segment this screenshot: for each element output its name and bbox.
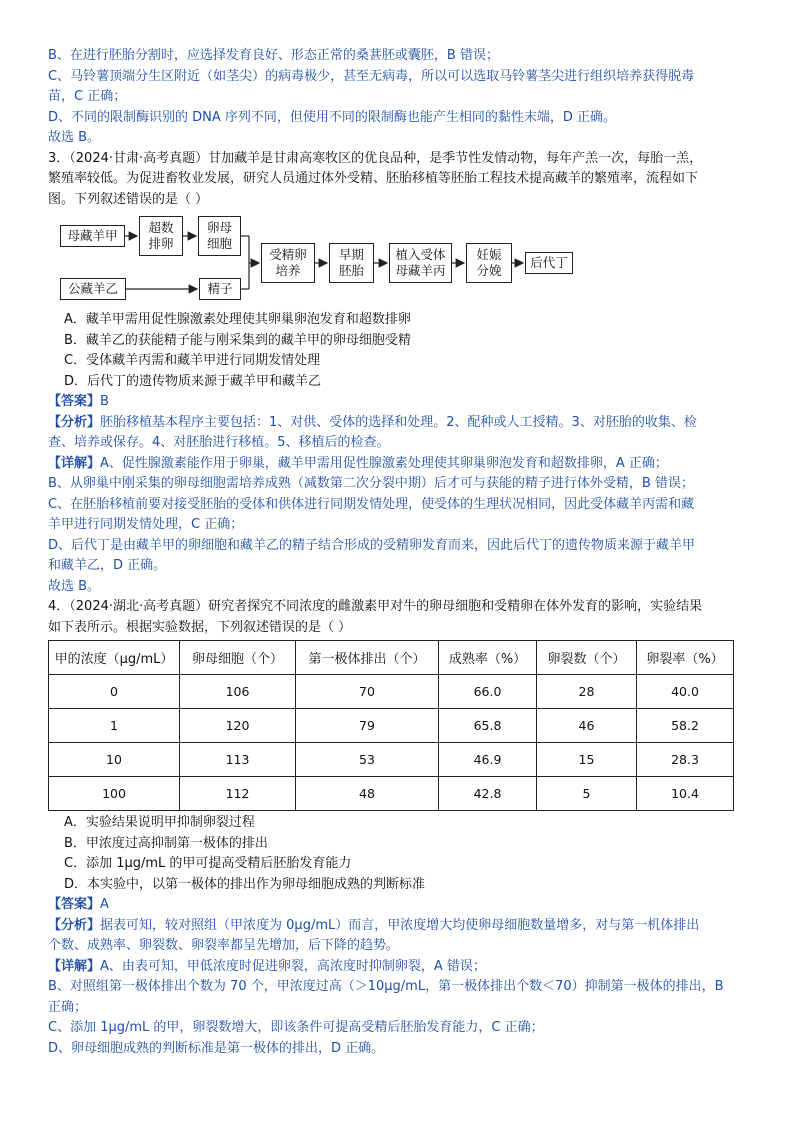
q4-detail-tag: 【详解】 [48, 958, 101, 974]
flow-node-male: 公藏羊乙 [60, 278, 126, 300]
prev-option-b-explain: B、在进行胚胎分割时，应选择发育良好、形态正常的桑葚胚或囊胚，B 错误； [48, 48, 499, 63]
q4-analysis [48, 916, 748, 937]
table-header-cell: 第一极体排出（个） [296, 641, 439, 675]
q3-answer-tag: 【答案】 [48, 394, 101, 409]
q4-detail-a [48, 957, 748, 978]
flow-node-early-embryo [329, 243, 374, 283]
prev-option-c-explain: C、马铃薯顶端分生区附近（如茎尖）的病毒极少，甚至无病毒，所以可以选取马铃薯茎尖进行组织培养获得脱毒 [48, 68, 695, 84]
flow-node-sperm: 精子 [199, 278, 241, 300]
table-row [49, 675, 734, 709]
table-cell: 58.2 [637, 709, 734, 743]
table-cell: 10 [49, 743, 180, 777]
prev-choose: 故选 B。 [48, 130, 101, 145]
table-cell: 65.8 [439, 709, 537, 743]
table-cell: 15 [537, 743, 637, 777]
q4-analysis-tag: 【分析】 [48, 917, 101, 933]
q4-analysis-text: 据表可知，较对照组（甲浓度为 0μg/mL）而言，甲浓度增大均使卵母细胞数量增多，对与第一机体排出 [100, 917, 700, 933]
prev-option-d-explain: D、不同的限制酶识别的 DNA 序列不同，但使用不同的限制酶也能产生相同的黏性末端，D 正确。 [48, 109, 617, 125]
q3-stem: 3．（2024·甘肃·高考真题）甘加藏羊是甘肃高寒牧区的优良品种，是季节性发情动物，每年产羔一次，每胎一羔， [48, 150, 703, 166]
table-cell: 10.4 [637, 777, 734, 811]
flow-node-pregnancy-l2: 分娩 [476, 263, 502, 278]
table-row [49, 709, 734, 743]
table-cell: 46.9 [439, 743, 537, 777]
q4-option-b: B．甲浓度过高抑制第一极体的排出 [64, 835, 268, 851]
flow-node-oocyte-l1: 卵母 [206, 220, 232, 235]
q3-stem-line2: 繁殖率较低。为促进畜牧业发展，研究人员通过体外受精、胚胎移植等胚胎工程技术提高藏羊的繁殖率，流程如下 [48, 171, 699, 186]
q4-detail-c: C、添加 1μg/mL 的甲，卵裂数增大，即该条件可提高受精后胚胎发育能力，C 正确； [48, 1020, 544, 1035]
flow-node-pregnancy [466, 243, 512, 283]
q4-detail-b-cont: 正确； [48, 999, 88, 1015]
q4-data-table [48, 640, 734, 811]
table-header-cell: 甲的浓度（μg/mL） [49, 641, 180, 675]
flow-node-early-embryo-l1: 早期 [338, 247, 364, 262]
table-cell: 106 [180, 675, 296, 709]
q3-detail-d: D、后代丁是由藏羊甲的卵细胞和藏羊乙的精子结合形成的受精卵发育而来，因此后代丁的遗传物质来源于藏羊甲 [48, 537, 696, 553]
flow-node-superovulation [139, 216, 183, 256]
flow-node-mother: 母藏羊甲 [60, 225, 125, 247]
q4-answer [48, 895, 748, 916]
flow-node-zygote-culture [261, 243, 315, 283]
q3-option-a: A．藏羊甲需用促性腺激素处理使其卵巢卵泡发育和超数排卵 [64, 312, 411, 327]
flow-node-transfer [389, 243, 452, 283]
flow-node-superovulation-l1: 超数 [148, 220, 174, 235]
flow-node-oocyte [198, 216, 241, 256]
table-cell: 120 [180, 709, 296, 743]
prev-option-c-explain-cont: 苗，C 正确； [48, 89, 127, 104]
table-cell: 66.0 [439, 675, 537, 709]
flow-node-zygote-culture-l2: 培养 [275, 263, 301, 278]
table-cell: 79 [296, 709, 439, 743]
q4-option-d: D．本实验中，以第一极体的排出作为卵母细胞成熟的判断标准 [64, 876, 426, 892]
table-cell: 48 [296, 777, 439, 811]
q4-detail-d: D、卵母细胞成熟的判断标准是第一极体的排出，D 正确。 [48, 1040, 385, 1056]
q3-detail-c-cont: 羊甲进行同期发情处理，C 正确； [48, 517, 244, 532]
q3-analysis-cont: 查、培养或保存。4、对胚胎进行移植。5、移植后的检查。 [48, 435, 390, 450]
q4-analysis-cont: 个数、成熟率、卵裂数、卵裂率都呈先增加，后下降的趋势。 [48, 938, 400, 953]
q3-choose: 故选 B。 [48, 578, 101, 594]
q3-analysis [48, 413, 748, 434]
q3-detail-b: B、从卵巢中刚采集的卵母细胞需培养成熟（减数第二次分裂中期）后才可与获能的精子进行体外受精，B 错误； [48, 476, 694, 491]
table-cell: 0 [49, 675, 180, 709]
flow-node-superovulation-l2: 排卵 [148, 236, 174, 251]
q3-detail-tag: 【详解】 [48, 455, 101, 471]
q3-detail-a-text: A、促性腺激素能作用于卵巢，藏羊甲需用促性腺激素处理使其卵巢卵泡发育和超数排卵，A 正确； [100, 455, 668, 471]
q3-analysis-tag: 【分析】 [48, 414, 101, 430]
table-cell: 42.8 [439, 777, 537, 811]
q3-detail-a [48, 454, 748, 475]
q4-detail-b: B、对照组第一极体排出个数为 70 个，甲浓度过高（＞10μg/mL，第一极体排出个数＜70）抑制第一极体的排出，B [48, 979, 724, 994]
table-cell: 28.3 [637, 743, 734, 777]
table-row [49, 777, 734, 811]
table-cell: 100 [49, 777, 180, 811]
q4-option-c: C．添加 1μg/mL 的甲可提高受精后胚胎发育能力 [64, 856, 352, 871]
flow-node-transfer-l1: 植入受体 [395, 247, 446, 262]
q3-answer [48, 392, 748, 413]
flow-node-transfer-l2: 母藏羊丙 [395, 263, 446, 278]
q4-answer-value: A [100, 897, 109, 912]
table-cell: 40.0 [637, 675, 734, 709]
flow-node-oocyte-l2: 细胞 [206, 236, 232, 251]
q3-detail-c: C、在胚胎移植前要对接受胚胎的受体和供体进行同期发情处理，使受体的生理状况相同，因此受体藏羊丙需和藏 [48, 496, 695, 512]
q3-stem-line3: 图。下列叙述错误的是（ ） [48, 191, 209, 207]
table-cell: 5 [537, 777, 637, 811]
flow-node-offspring: 后代丁 [525, 252, 573, 274]
table-cell: 53 [296, 743, 439, 777]
table-header-cell: 卵裂率（%） [637, 641, 734, 675]
table-header-cell: 成熟率（%） [439, 641, 537, 675]
flow-node-early-embryo-l2: 胚胎 [338, 263, 364, 278]
table-cell: 113 [180, 743, 296, 777]
q3-option-d: D．后代丁的遗传物质来源于藏羊甲和藏羊乙 [64, 373, 322, 389]
q4-option-a: A．实验结果说明甲抑制卵裂过程 [64, 815, 255, 830]
q4-detail-a-text: A、由表可知，甲低浓度时促进卵裂，高浓度时抑制卵裂，A 错误； [100, 958, 486, 974]
table-cell: 28 [537, 675, 637, 709]
q3-option-c: C．受体藏羊丙需和藏羊甲进行同期发情处理 [64, 353, 321, 368]
table-cell: 112 [180, 777, 296, 811]
q4-stem: 4．（2024·湖北·高考真题）研究者探究不同浓度的雌激素甲对牛的卵母细胞和受精卵在体外发育的影响，实验结果 [48, 599, 703, 614]
flow-node-pregnancy-l1: 妊娠 [476, 247, 502, 262]
document-page [48, 46, 748, 1059]
table-header-cell: 卵母细胞（个） [180, 641, 296, 675]
q3-analysis-text: 胚胎移植基本程序主要包括：1、对供、受体的选择和处理。2、配种或人工授精。3、对胚胎的收集、检 [100, 414, 697, 430]
table-cell: 1 [49, 709, 180, 743]
table-header-cell: 卵裂数（个） [537, 641, 637, 675]
flow-node-zygote-culture-l1: 受精卵 [269, 247, 307, 262]
table-row [49, 743, 734, 777]
q3-answer-value: B [100, 394, 109, 409]
q3-option-b: B．藏羊乙的获能精子能与刚采集到的藏羊甲的卵母细胞受精 [64, 332, 411, 348]
q4-answer-tag: 【答案】 [48, 897, 101, 912]
q4-stem-line2: 如下表所示。根据实验数据，下列叙述错误的是（ ） [48, 619, 352, 635]
q3-detail-d-cont: 和藏羊乙，D 正确。 [48, 558, 167, 573]
table-cell: 46 [537, 709, 637, 743]
q3-flow-diagram [48, 216, 748, 304]
table-cell: 70 [296, 675, 439, 709]
table-header-row [49, 641, 734, 675]
